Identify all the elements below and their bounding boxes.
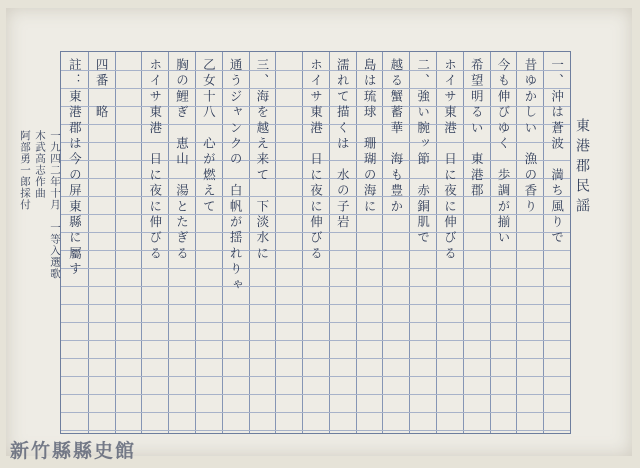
grid-row-line <box>61 322 570 323</box>
grid-row-line <box>61 268 570 269</box>
lyric-column: 島は琉球 珊瑚の海に <box>362 58 378 215</box>
manuscript-sheet <box>6 8 632 456</box>
grid-row-line <box>61 304 570 305</box>
colophon-date: 一九四二年十月 一等入選歌 <box>49 130 61 280</box>
lyric-column: 三、海を越え来て 下淡水に <box>254 58 270 263</box>
grid-row-line <box>61 358 570 359</box>
lyric-column: 四番 略 <box>94 58 110 121</box>
lyric-column: 胸の鯉ぎ 恵山 湯とたぎる <box>174 58 190 263</box>
lyric-column: 濡れて描くは 水の子岩 <box>335 58 351 231</box>
lyric-column: 註：東港郡は今の屏東縣に屬す <box>67 58 83 278</box>
grid-row-line <box>61 340 570 341</box>
lyric-column: 今も伸びゆく 歩調が揃い <box>496 58 512 247</box>
lyric-column: 通うジャンクの 白帆が揺れりゃ <box>228 58 244 294</box>
grid-row-line <box>61 412 570 413</box>
grid-row-line <box>61 376 570 377</box>
grid-row-line <box>61 430 570 431</box>
lyric-column: 二、強い腕ッ節 赤銅肌で <box>415 58 431 247</box>
colophon-composer: 木武高志作曲 <box>34 130 46 199</box>
grid-row-line <box>61 394 570 395</box>
lyric-column: 乙女十八 心が燃えて <box>201 58 217 215</box>
lyric-column: ホイサ東港 日に夜に伸びる <box>442 58 458 263</box>
lyric-column: 一、沖は蒼波 満ち風りで <box>549 58 565 247</box>
lyric-column: 昔ゆかしい 漁の香り <box>522 58 538 215</box>
lyric-column: 希望明るい 東港郡 <box>469 58 485 200</box>
page-title: 東港郡民謡 <box>574 118 590 218</box>
manuscript-grid <box>60 51 571 434</box>
colophon-arranger: 阿部勇一郎採付 <box>19 130 31 211</box>
lyric-column: ホイサ東港 日に夜に伸びる <box>308 58 324 263</box>
grid-row-line <box>61 286 570 287</box>
lyric-column: 越る蟹蓄華 海も豊か <box>388 58 404 215</box>
lyric-column: ホイサ東港 日に夜に伸びる <box>147 58 163 263</box>
archive-watermark: 新竹縣縣史館 <box>10 440 137 462</box>
